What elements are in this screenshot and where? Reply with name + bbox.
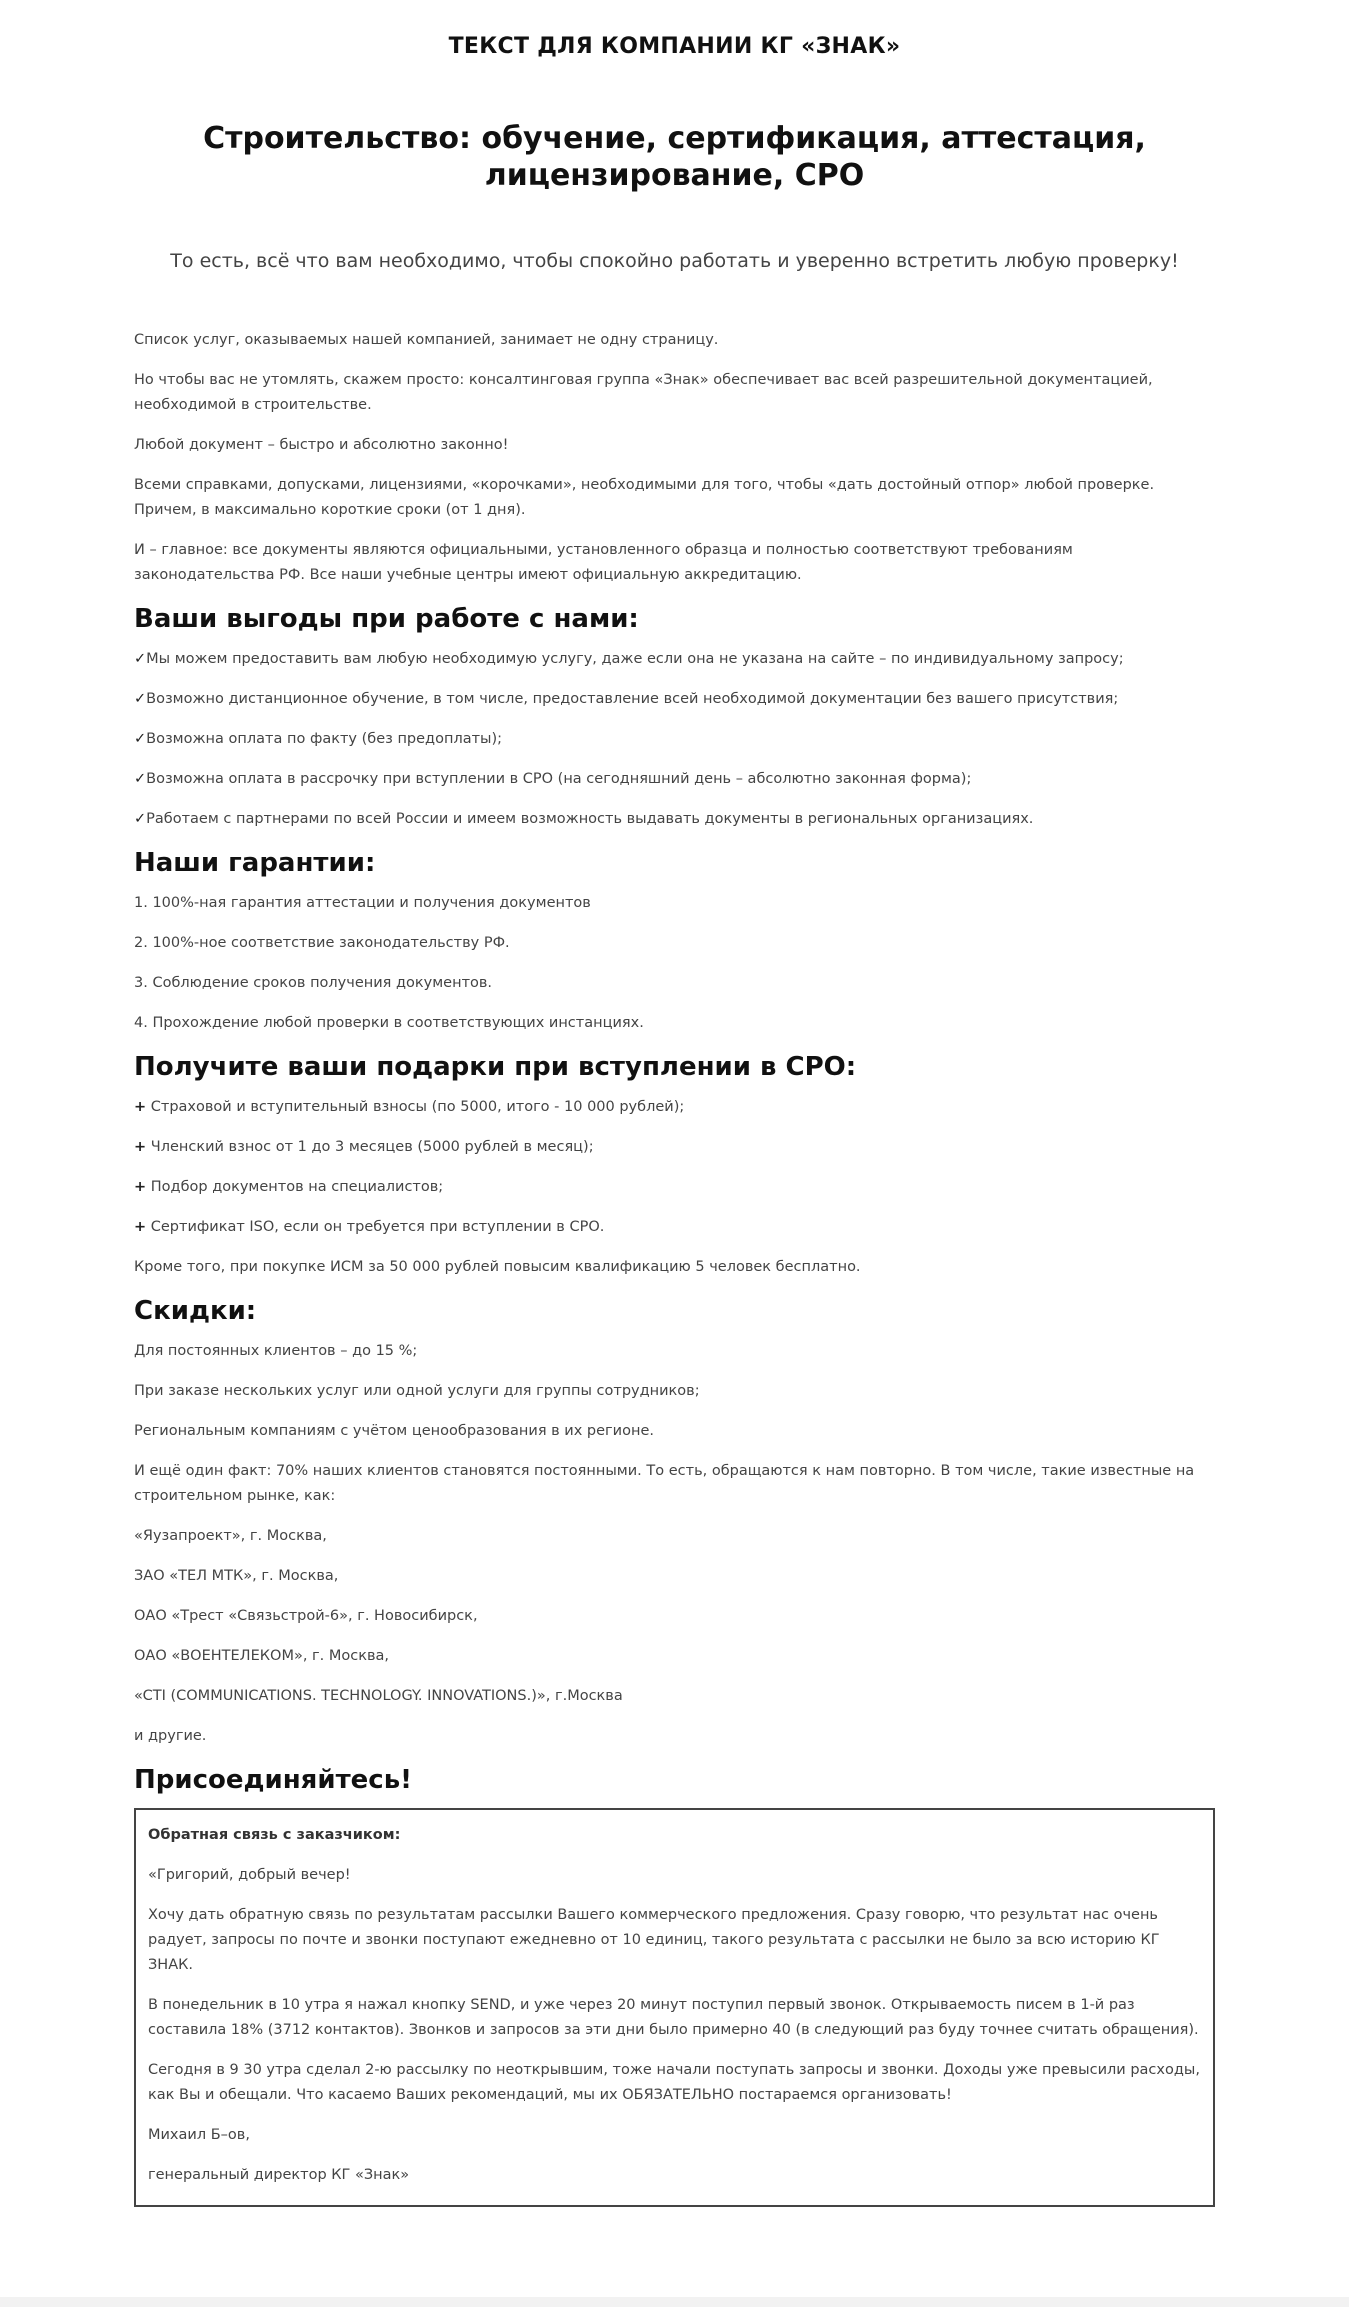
checkmark-icon: ✓ bbox=[134, 771, 147, 787]
checkmark-icon: ✓ bbox=[134, 691, 147, 707]
gift-text: Страховой и вступительный взносы (по 5000, итого - 10 000 рублей); bbox=[150, 1099, 685, 1115]
feedback-title: Обратная связь с заказчиком: bbox=[148, 1827, 401, 1843]
clients-intro: И ещё один факт: 70% наших клиентов становятся постоянными. То есть, обращаются к нам повторно. В том числе, такие известные на строительном рынке, как: bbox=[134, 1463, 1195, 1504]
page-subtitle: То есть, всё что вам необходимо, чтобы спокойно работать и уверенно встретить любую проверку! bbox=[170, 250, 1179, 272]
gifts-note: Кроме того, при покупке ИСМ за 50 000 рублей повысим квалификацию 5 человек бесплатно. bbox=[134, 1259, 861, 1275]
client-item: «CTI (COMMUNICATIONS. TECHNOLOGY. INNOVATIONS.)», г.Москва bbox=[134, 1688, 623, 1704]
checkmark-icon: ✓ bbox=[134, 651, 147, 667]
client-item: ОАО «ВОЕНТЕЛЕКОМ», г. Москва, bbox=[134, 1648, 390, 1664]
list-item bbox=[134, 1215, 1215, 1240]
feedback-signature-role: генеральный директор КГ «Знак» bbox=[148, 2167, 410, 2183]
list-item bbox=[134, 767, 1215, 792]
gift-text: Сертификат ISO, если он требуется при вступлении в СРО. bbox=[150, 1219, 605, 1235]
list-item bbox=[134, 727, 1215, 752]
feedback-paragraph: В понедельник в 10 утра я нажал кнопку SEND, и уже через 20 минут поступил первый звонок. Открываемость писем в 1-й раз составила 18% (3712 контактов). Звонков и запросов за эти дни было примерно 40 (в следующий раз буду точнее считать обращения). bbox=[148, 1997, 1199, 2038]
article-content bbox=[134, 328, 1215, 2207]
feedback-signature: Михаил Б–ов, bbox=[148, 2127, 250, 2143]
list-item bbox=[134, 807, 1215, 832]
list-item bbox=[134, 647, 1215, 672]
feedback-paragraph: «Григорий, добрый вечер! bbox=[148, 1867, 351, 1883]
client-item: ОАО «Трест «Связьстрой-6», г. Новосибирск, bbox=[134, 1608, 478, 1624]
gift-text: Подбор документов на специалистов; bbox=[150, 1179, 444, 1195]
join-heading: Присоединяйтесь! bbox=[134, 1765, 413, 1795]
client-item: и другие. bbox=[134, 1728, 207, 1744]
benefit-text: Мы можем предоставить вам любую необходимую услугу, даже если она не указана на сайте – по индивидуальному запросу; bbox=[146, 651, 1124, 667]
guarantee-item: 1. 100%-ная гарантия аттестации и получения документов bbox=[134, 895, 591, 911]
client-item: «Яузапроект», г. Москва, bbox=[134, 1528, 327, 1544]
list-item bbox=[134, 1175, 1215, 1200]
benefit-text: Работаем с партнерами по всей России и имеем возможность выдавать документы в региональных организациях. bbox=[146, 811, 1034, 827]
top-title: ТЕКСТ ДЛЯ КОМПАНИИ КГ «ЗНАК» bbox=[448, 34, 901, 59]
discount-item: При заказе нескольких услуг или одной услуги для группы сотрудников; bbox=[134, 1383, 700, 1399]
gift-text: Членский взнос от 1 до 3 месяцев (5000 рублей в месяц); bbox=[150, 1139, 594, 1155]
plus-icon: + bbox=[134, 1179, 147, 1195]
benefits-heading: Ваши выгоды при работе с нами: bbox=[134, 604, 639, 634]
list-item bbox=[134, 1135, 1215, 1160]
gifts-list bbox=[134, 1095, 1215, 1240]
list-item bbox=[134, 687, 1215, 712]
guarantee-item: 2. 100%-ное соответствие законодательству РФ. bbox=[134, 935, 510, 951]
discount-item: Для постоянных клиентов – до 15 %; bbox=[134, 1343, 418, 1359]
intro-paragraph: Любой документ – быстро и абсолютно законно! bbox=[134, 437, 509, 453]
plus-icon: + bbox=[134, 1219, 147, 1235]
benefit-text: Возможна оплата по факту (без предоплаты); bbox=[146, 731, 503, 747]
intro-paragraph: И – главное: все документы являются официальными, установленного образца и полностью соответствуют требованиям законодательства РФ. Все наши учебные центры имеют официальную аккредитацию. bbox=[134, 542, 1073, 583]
guarantee-item: 4. Прохождение любой проверки в соответствующих инстанциях. bbox=[134, 1015, 644, 1031]
checkmark-icon: ✓ bbox=[134, 731, 147, 747]
intro-paragraph: Но чтобы вас не утомлять, скажем просто: консалтинговая группа «Знак» обеспечивает вас всей разрешительной документацией, необходимой в строительстве. bbox=[134, 372, 1153, 413]
list-item bbox=[134, 1095, 1215, 1120]
guarantee-item: 3. Соблюдение сроков получения документов. bbox=[134, 975, 493, 991]
feedback-paragraph: Хочу дать обратную связь по результатам рассылки Вашего коммерческого предложения. Сразу говорю, что результат нас очень радует, запросы по почте и звонки поступают ежедневно от 10 единиц, такого результата с рассылки не было за всю историю КГ ЗНАК. bbox=[148, 1907, 1160, 1973]
plus-icon: + bbox=[134, 1139, 147, 1155]
page-footer-strip bbox=[0, 2297, 1349, 2307]
guarantees-heading: Наши гарантии: bbox=[134, 848, 376, 878]
plus-icon: + bbox=[134, 1099, 147, 1115]
checkmark-icon: ✓ bbox=[134, 811, 147, 827]
page-title: Строительство: обучение, сертификация, аттестация, лицензирование, СРО bbox=[203, 121, 1146, 193]
discounts-heading: Скидки: bbox=[134, 1296, 257, 1326]
benefits-list bbox=[134, 647, 1215, 832]
client-item: ЗАО «ТЕЛ МТК», г. Москва, bbox=[134, 1568, 339, 1584]
benefit-text: Возможно дистанционное обучение, в том числе, предоставление всей необходимой документации без вашего присутствия; bbox=[146, 691, 1119, 707]
intro-paragraph: Всеми справками, допусками, лицензиями, «корочками», необходимыми для того, чтобы «дать достойный отпор» любой проверке. Причем, в максимально короткие сроки (от 1 дня). bbox=[134, 477, 1155, 518]
feedback-paragraph: Сегодня в 9 30 утра сделал 2-ю рассылку по неоткрывшим, тоже начали поступать запросы и звонки. Доходы уже превысили расходы, как Вы и обещали. Что касаемо Ваших рекомендаций, мы их ОБЯЗАТЕЛЬНО постараемся организовать! bbox=[148, 2062, 1200, 2103]
intro-paragraph: Список услуг, оказываемых нашей компанией, занимает не одну страницу. bbox=[134, 332, 719, 348]
gifts-heading: Получите ваши подарки при вступлении в СРО: bbox=[134, 1052, 857, 1082]
discount-item: Региональным компаниям с учётом ценообразования в их регионе. bbox=[134, 1423, 654, 1439]
benefit-text: Возможна оплата в рассрочку при вступлении в СРО (на сегодняшний день – абсолютно законная форма); bbox=[146, 771, 972, 787]
feedback-box bbox=[134, 1808, 1215, 2207]
